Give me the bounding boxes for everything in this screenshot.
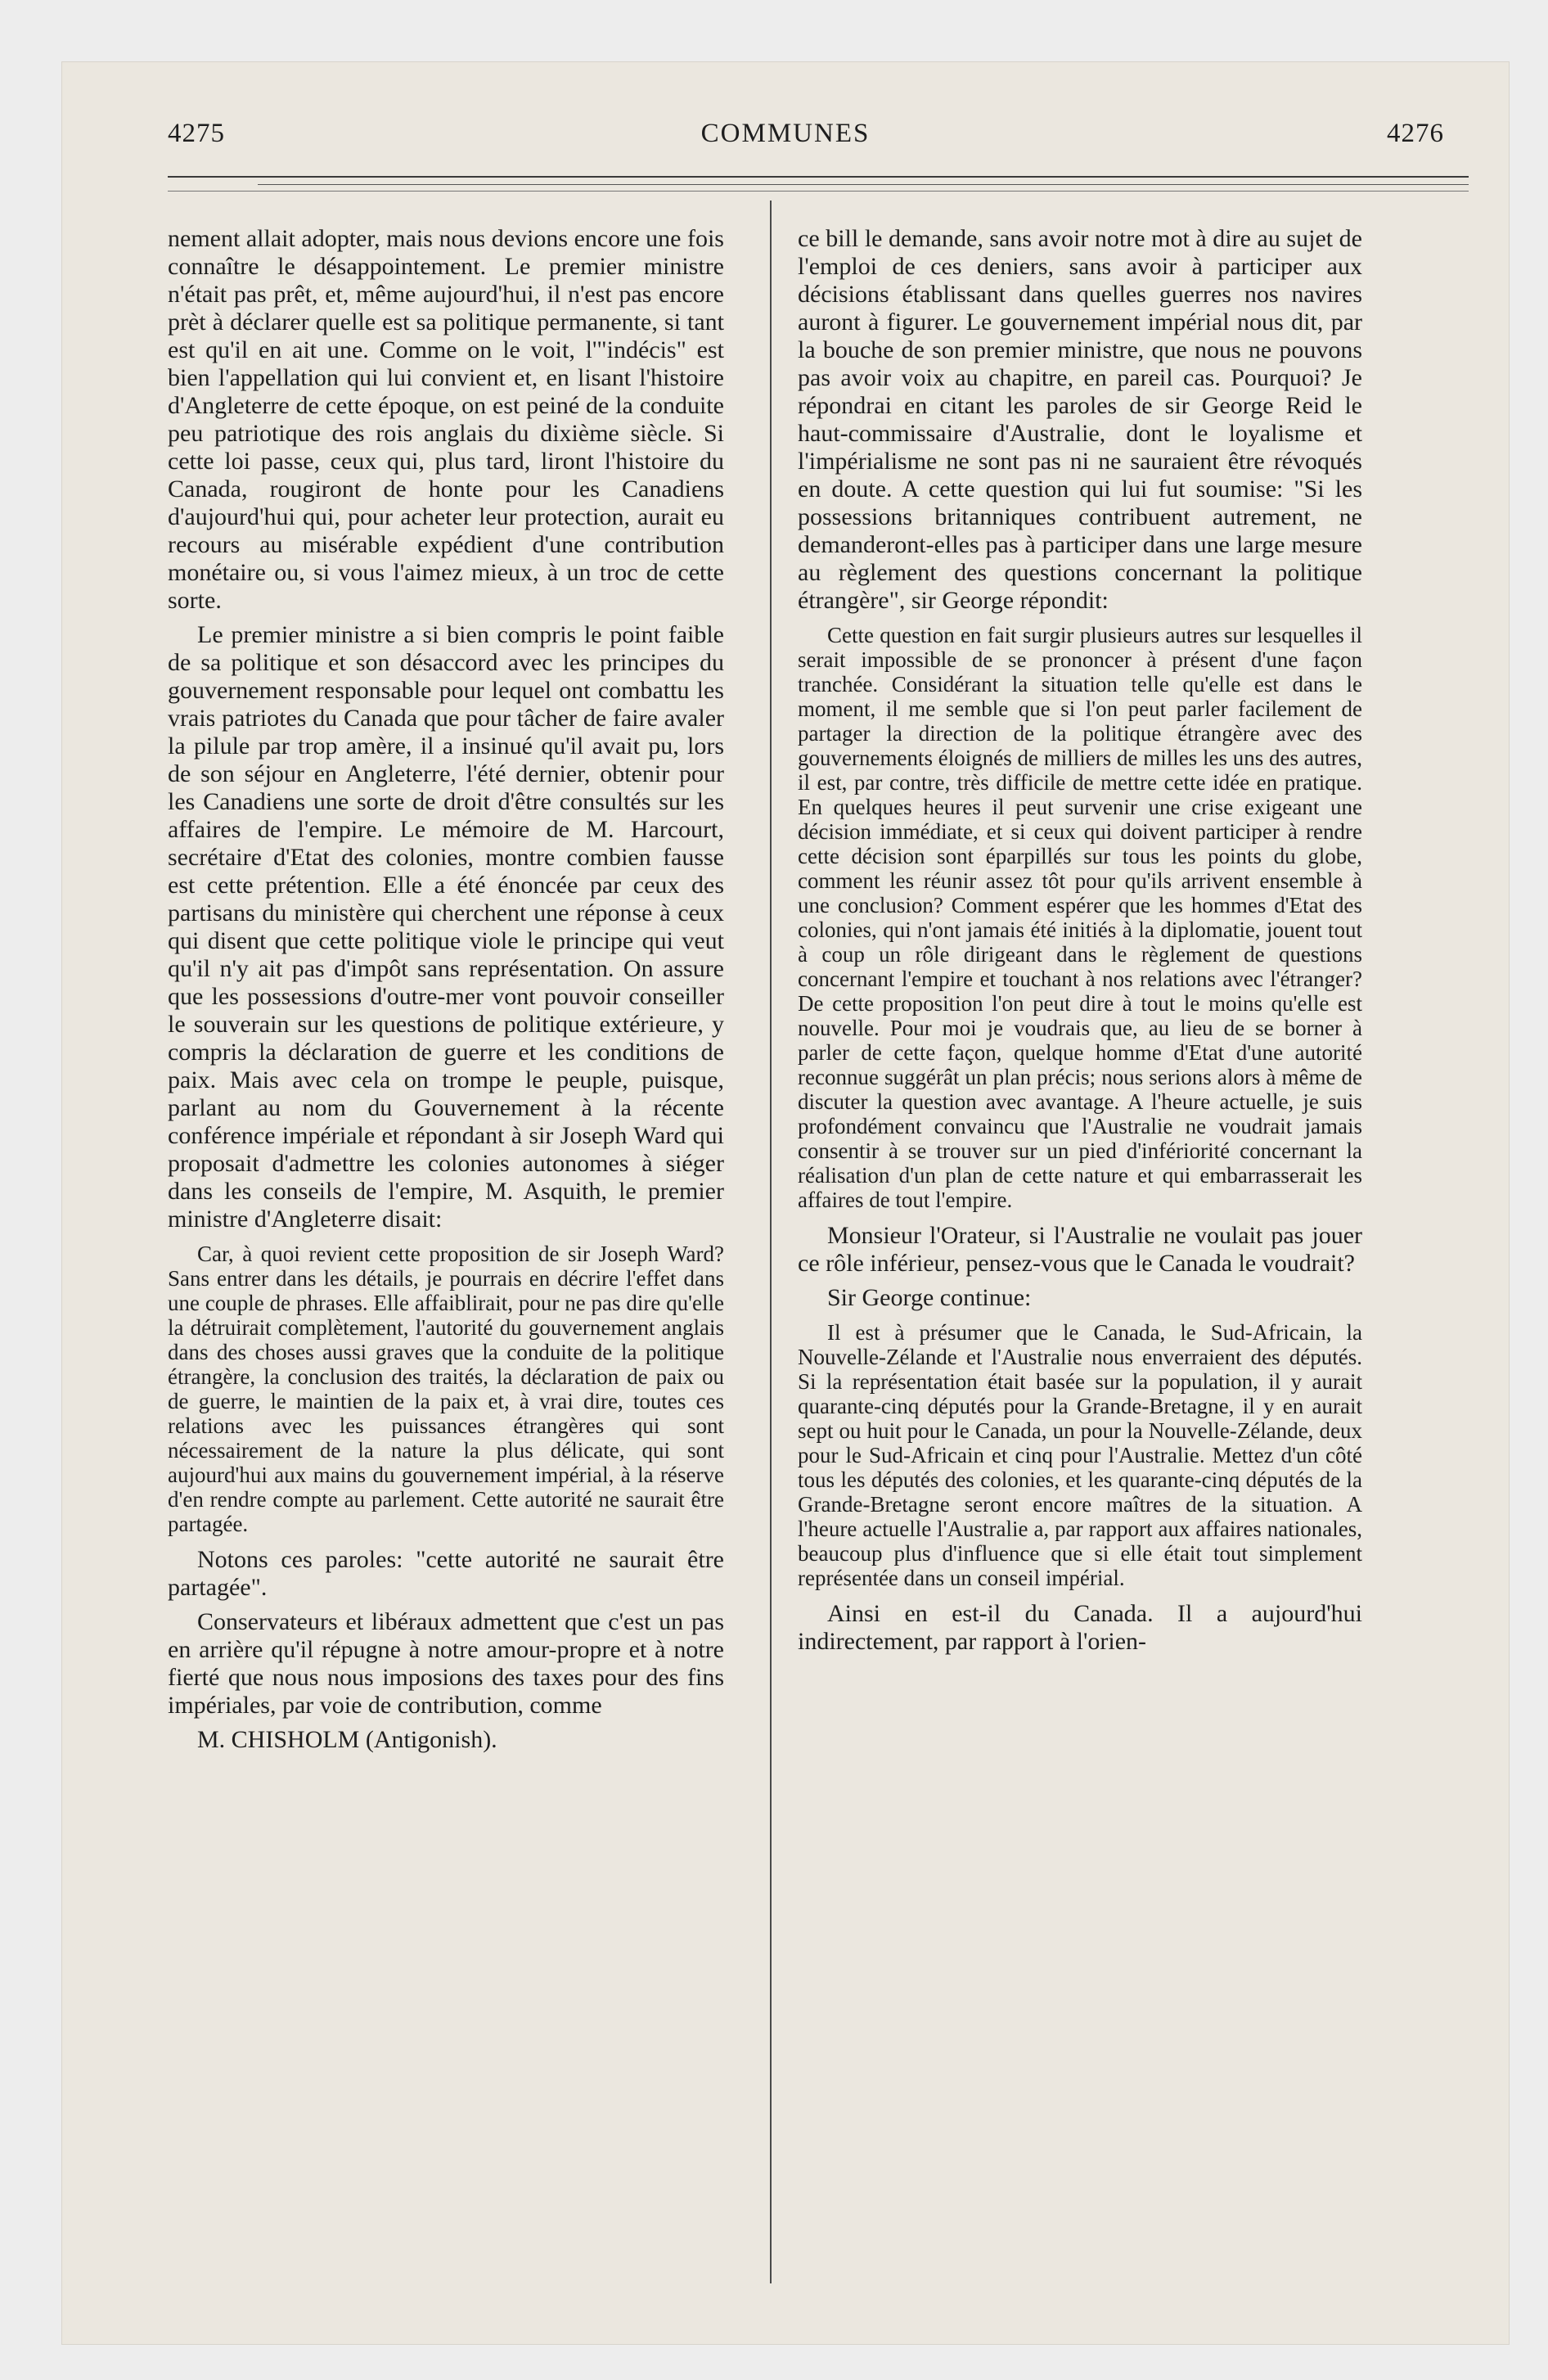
column-divider — [770, 201, 772, 2283]
right-column — [798, 225, 1362, 1662]
block-quote: Cette question en fait surgir plusieurs autres sur lesquelles il serait impossible de se prononcer à présent d'une façon tranchée. Considérant la situation telle qu'elle est dans le moment, il me semble que si l'on peut parler facilement de partager la direction de la politique étrangère avec des gouvernements éloignés de milliers de milles les uns des autres, il est, par contre, très difficile de mettre cette idée en pratique. En quelques heures il peut survenir une crise exigeant une décision immédiate, et si ceux qui doivent participer à rendre cette décision sont éparpillés sur tous les points du globe, comment les réunir assez tôt pour qu'ils arrivent ensemble à une conclusion? Comment espérer que les hommes d'Etat des colonies, qui n'ont jamais été initiés à la diplomatie, jouent tout à coup un rôle dirigeant dans le règlement de questions concernant l'empire et touchant à nos relations avec l'étranger? De cette proposition l'on peut dire à tout le moins qu'elle est nouvelle. Pour moi je voudrais que, au lieu de se borner à parler de cette façon, quelque homme d'Etat d'une autorité reconnue suggérât un plan précis; nous serions alors à même de discuter la question avec avantage. A l'heure actuelle, je suis profondément convaincu que l'Australie ne voudrait jamais consentir à se trouver sur un pied d'infériorité concernant la réalisation d'un plan de cette nature et qui embarrasserait les affaires de tout l'empire. — [798, 623, 1362, 1212]
block-quote: Car, à quoi revient cette proposition de sir Joseph Ward? Sans entrer dans les détails, je pourrais en décrire l'effet dans une couple de phrases. Elle affaiblirait, pour ne pas dire qu'elle la détruirait complètement, l'autorité du gouvernement anglais dans des choses aussi graves que la conduite de la politique étrangère, la conclusion des traités, la déclaration de paix ou de guerre, le maintien de la paix et, à vrai dire, toutes ces relations avec les puissances étrangères qui sont nécessairement de la nature la plus délicate, qui sont aujourd'hui aux mains du gouvernement impérial, à la réserve d'en rendre compte au parlement. Cette autorité ne saurait être partagée. — [168, 1242, 724, 1536]
header-rule-lower — [168, 191, 1469, 192]
page-number-left: 4275 — [168, 119, 225, 148]
paragraph: Ainsi en est-il du Canada. Il a aujourd'hui indirectement, par rapport à l'orien- — [798, 1600, 1362, 1655]
left-column — [168, 225, 724, 1760]
paragraph: Sir George continue: — [827, 1284, 1032, 1311]
page — [61, 61, 1510, 2345]
header-rule-thin — [258, 184, 1469, 185]
speaker-footer: M. CHISHOLM (Antigonish). — [197, 1726, 497, 1753]
paragraph: ce bill le demande, sans avoir notre mot à dire au sujet de l'emploi de ces deniers, sans avoir à participer aux décisions établissant dans quelles guerres nos navires auront à figurer. Le gouvernement impérial nous dit, par la bouche de son premier ministre, que nous ne pouvons pas avoir voix au chapitre, en pareil cas. Pourquoi? Je répondrai en citant les paroles de sir George Reid le haut-commissaire d'Australie, dont le loyalisme et l'impérialisme ne sont pas ni ne sauraient être révoqués en doute. A cette question qui lui fut soumise: "Si les possessions britanniques contribuent autrement, ne demanderont-elles pas à participer dans une large mesure au règlement des questions concernant la politique étrangère", sir George répondit: — [798, 225, 1362, 614]
paragraph: Monsieur l'Orateur, si l'Australie ne voulait pas jouer ce rôle inférieur, pensez-vous que le Canada le voudrait? — [798, 1222, 1362, 1277]
paragraph: Conservateurs et libéraux admettent que c'est un pas en arrière qu'il répugne à notre amour-propre et à notre fierté que nous nous imposions des taxes pour des fins impériales, par voie de contribution, comme — [168, 1608, 724, 1719]
page-number-right: 4276 — [1387, 119, 1444, 148]
paragraph: nement allait adopter, mais nous devions encore une fois connaître le désappointement. Le premier ministre n'était pas prêt, et, même aujourd'hui, il n'est pas encore prèt à déclarer quelle est sa politique permanente, si tant est qu'il en ait une. Comme on le voit, l'"indécis" est bien l'appellation qui lui convient et, en lisant l'histoire d'Angleterre de cette époque, on est peiné de la conduite peu patriotique des rois anglais du dixième siècle. Si cette loi passe, ceux qui, plus tard, liront l'histoire du Canada, rougiront de honte pour les Canadiens d'aujourd'hui qui, pour acheter leur protection, aurait eu recours au misérable expédient d'une contribution monétaire ou, si vous l'aimez mieux, à un troc de cette sorte. — [168, 225, 724, 614]
running-head: COMMUNES — [700, 119, 871, 148]
header-rule — [168, 176, 1469, 178]
block-quote: Il est à présumer que le Canada, le Sud-Africain, la Nouvelle-Zélande et l'Australie nous enverraient des députés. Si la représentation était basée sur la population, il y aurait quarante-cinq députés pour la Grande-Bretagne, il y en aurait sept ou huit pour le Canada, un pour la Nouvelle-Zélande, deux pour le Sud-Africain et cinq pour l'Australie. Mettez d'un côté tous les députés des colonies, et les quarante-cinq députés de la Grande-Bretagne seront encore maîtres de la situation. A l'heure actuelle l'Australie a, par rapport aux affaires nationales, beaucoup plus d'influence que si elle était tout simplement représentée dans un conseil impérial. — [798, 1320, 1362, 1590]
paragraph: Le premier ministre a si bien compris le point faible de sa politique et son désaccord avec les principes du gouvernement responsable pour lequel ont combattu les vrais patriotes du Canada que pour tâcher de faire avaler la pilule par trop amère, il a insinué qu'il avait pu, lors de son séjour en Angleterre, l'été dernier, obtenir pour les Canadiens une sorte de droit d'être consultés sur les affaires de l'empire. Le mémoire de M. Harcourt, secrétaire d'Etat des colonies, montre combien fausse est cette prétention. Elle a été énoncée par ceux des partisans du ministère qui cherchent une réponse à ceux qui disent que cette politique viole le principe qui veut qu'il n'y ait pas d'impôt sans représentation. On assure que les possessions d'outre-mer vont pouvoir conseiller le souverain sur les questions de politique extérieure, y compris la déclaration de guerre et les conditions de paix. Mais avec cela on trompe le peuple, puisque, parlant au nom du Gouvernement à la récente conférence impériale et répondant à sir Joseph Ward qui proposait d'admettre les colonies autonomes à siéger dans les conseils de l'empire, M. Asquith, le premier ministre d'Angleterre disait: — [168, 621, 724, 1233]
paragraph: Notons ces paroles: "cette autorité ne saurait être partagée". — [168, 1546, 724, 1601]
